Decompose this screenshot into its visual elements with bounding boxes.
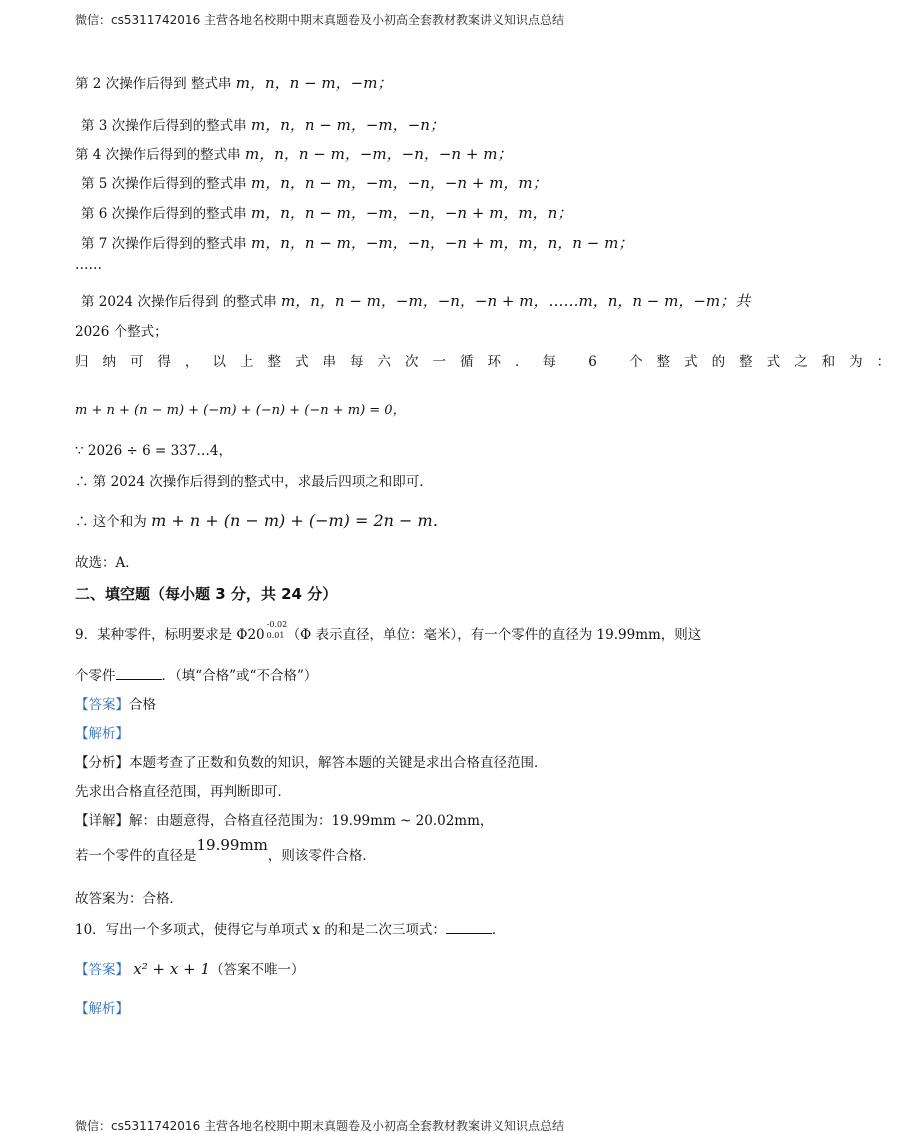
q9-answer-line <box>75 697 156 713</box>
q9-fenxi: 本题考查了正数和负数的知识，解答本题的关键是求出合格直径范围． <box>129 755 548 771</box>
q9-detail2-pre: 若一个零件的直径是 <box>75 848 197 864</box>
q10-stem <box>75 921 505 938</box>
because-line: ∵ 2026 ÷ 6 = 337…4， <box>75 443 232 459</box>
q10-answer-math: x² + x + 1 <box>133 960 210 978</box>
q9-detail2-post: ，则该零件合格． <box>267 848 376 864</box>
q9-detail-line <box>75 813 493 829</box>
result-math: m + n + (n − m) + (−m) = 2n − m． <box>151 511 449 530</box>
q10-stem-pre: 10．写出一个多项式，使得它与单项式 x 的和是二次三项式： <box>75 922 446 938</box>
op5-text: 第 5 次操作后得到的整式串 <box>81 176 247 192</box>
q10-stem-post: ． <box>491 922 506 938</box>
op7-text: 第 7 次操作后得到的整式串 <box>81 236 247 252</box>
op5-line <box>81 174 548 192</box>
q9-conclusion: 故答案为：合格． <box>75 891 183 907</box>
op7-math: m，n，n − m，−m，−n，−n + m，m，n，n − m； <box>250 234 634 252</box>
op6-math: m，n，n − m，−m，−n，−n + m，m，n； <box>250 204 573 222</box>
q9-answer-tag: 【答案】 <box>75 697 129 713</box>
choice-line: 故选：A． <box>75 555 139 571</box>
q9-stem-line1 <box>75 620 702 643</box>
op5-math: m，n，n − m，−m，−n，−n + m，m； <box>250 174 548 192</box>
q9-fenxi2-line: 先求出合格直径范围，再判断即可． <box>75 784 291 800</box>
op4-text: 第 4 次操作后得到的整式串 <box>75 147 241 163</box>
q9-stem-c-pre: 个零件 <box>75 668 116 684</box>
op2024-line <box>81 292 750 310</box>
q9-stem-b: （Φ 表示直径，单位：毫米），有一个零件的直径为 19.99mm，则这 <box>286 627 702 643</box>
op3-text: 第 3 次操作后得到的整式串 <box>81 118 247 134</box>
q10-answer-note: （答案不唯一） <box>209 962 305 978</box>
page-header: 微信：cs5311742016 主营各地名校期中期末真题卷及小初高全套教材教案讲义知识点总结 <box>75 13 565 27</box>
sum-equation: m + n + (n − m) + (−m) + (−n) + (−n + m) = 0， <box>75 403 406 418</box>
section-heading: 二、填空题（每小题 3 分，共 24 分） <box>75 585 338 603</box>
q9-answer: 合格 <box>129 697 156 713</box>
therefore-line: ∴ 第 2024 次操作后得到的整式中，求最后四项之和即可． <box>75 474 433 490</box>
q10-answer-blank <box>446 921 492 934</box>
q9-stem-line2 <box>75 667 317 684</box>
ellipsis: …… <box>75 257 102 273</box>
q9-tol-upper: -0.02 <box>266 620 288 629</box>
q9-detail-tag: 【详解】 <box>75 813 129 829</box>
q9-tolerance <box>265 620 288 640</box>
op2-text: 第 2 次操作后得到 整式串 <box>75 76 232 92</box>
op3-line <box>81 116 445 134</box>
op4-line <box>75 145 512 163</box>
q9-detail2-val: 19.99mm <box>196 836 268 854</box>
op2024-text: 第 2024 次操作后得到 的整式串 <box>81 294 277 310</box>
q9-detail2-line <box>75 836 376 864</box>
induction-line: 归纳可得，以上整式串每六次一循环．每 6 个整式的整式之和为： <box>75 354 904 370</box>
result-line <box>75 511 449 530</box>
q9-stem-a: 9．某种零件，标明要求是 Φ20 <box>75 627 265 643</box>
op3-math: m，n，n − m，−m，−n； <box>250 116 445 134</box>
op2-line <box>75 74 392 92</box>
op7-line <box>81 234 633 252</box>
q9-detail: 解：由题意得，合格直径范围为：19.99mm ~ 20.02mm， <box>129 813 494 829</box>
q10-answer-tag: 【答案】 <box>75 962 129 978</box>
q10-analysis-tag: 【解析】 <box>75 1001 129 1017</box>
op6-line <box>81 204 572 222</box>
q9-fenxi-tag: 【分析】 <box>75 755 129 771</box>
op2024-math: m，n，n − m，−m，−n，−n + m，……m，n，n − m，−m；共 <box>281 292 751 310</box>
q10-answer-line <box>75 960 304 978</box>
count-line: 2026 个整式； <box>75 324 168 340</box>
q9-fenxi-line <box>75 755 548 771</box>
op6-text: 第 6 次操作后得到的整式串 <box>81 206 247 222</box>
op4-math: m，n，n − m，−m，−n，−n + m； <box>244 145 513 163</box>
q9-answer-blank <box>116 667 162 680</box>
op2-math: m，n，n − m，−m； <box>235 74 393 92</box>
q9-analysis-tag: 【解析】 <box>75 726 129 742</box>
result-prefix: ∴ 这个和为 <box>75 514 147 530</box>
q9-stem-c-post: ．（填“合格”或“不合格”） <box>161 668 318 684</box>
page-footer: 微信：cs5311742016 主营各地名校期中期末真题卷及小初高全套教材教案讲义知识点总结 <box>75 1119 565 1133</box>
q9-tol-lower: 0.01 <box>266 631 285 640</box>
